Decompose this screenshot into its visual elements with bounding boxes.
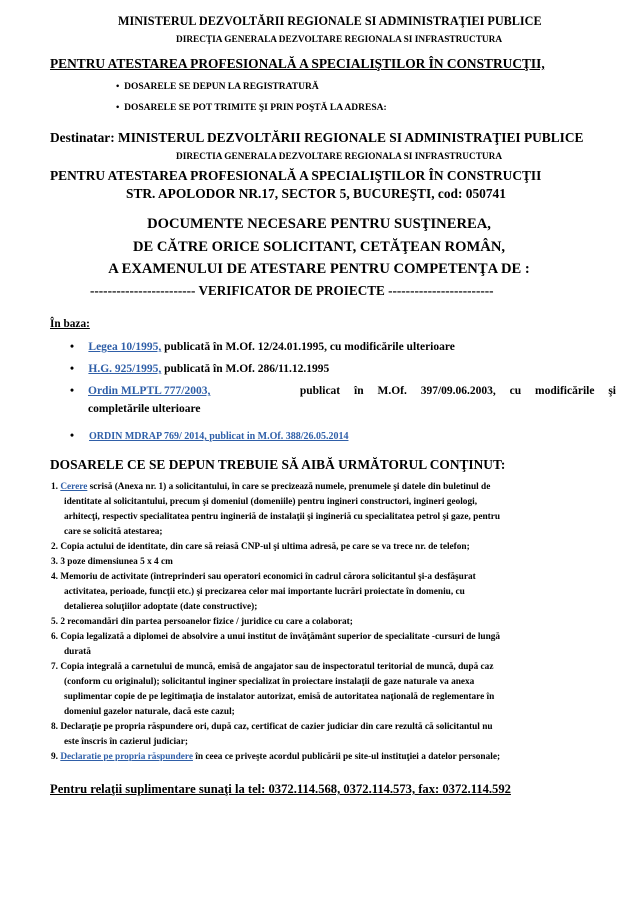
legal-link-ordin-mlptl[interactable]: Ordin MLPTL 777/2003,: [88, 385, 211, 397]
doc-title-line-1: DOCUMENTE NECESARE PENTRU SUSŢINEREA,: [147, 216, 491, 232]
legal-link-legea[interactable]: Legea 10/1995,: [88, 341, 162, 353]
doc-title-line-4: ------------------------ VERIFICATOR DE PROIECTE ------------------------: [90, 283, 494, 298]
legal-item-3-line-2: completările ulterioare: [88, 403, 201, 415]
document-item-5: 5. 2 recomandări din partea persoanelor fizice / juridice cu care a colaborat;: [51, 617, 353, 627]
document-item-1-line-3: arhitecţi, respectiv specialitatea pentru ingineriă de instalaţii şi ingineriă cu specialitatea petrol şi gaze, pentru: [64, 512, 501, 522]
bullet-icon: •: [70, 385, 75, 397]
document-item-7: 7. Copia integrală a carnetului de muncă, emisă de angajator sau de inspectoratul teritorial de muncă, după caz: [51, 662, 494, 672]
legal-item-2: • H.G. 925/1995, publicată în M.Of. 286/11.12.1995: [70, 363, 330, 375]
document-item-2: 2. Copia actului de identitate, din care să reiasă CNP-ul şi ultima adresă, pe care se va trece nr. de telefon;: [51, 542, 470, 552]
legal-item-3-text-a: publicat în M.Of. 397/09.06.2003, cu modificările şi: [299, 385, 616, 397]
legal-heading: În baza:: [50, 318, 90, 330]
bullet-icon: •: [70, 430, 75, 442]
doc-title-line-2: DE CĂTRE ORICE SOLICITANT, CETĂŢEAN ROMÂN,: [132, 239, 506, 255]
document-item-6-line-2: durată: [64, 647, 91, 657]
document-item-6: 6. Copia legalizată a diplomei de absolvire a unui institut de învăţământ superior de specialitate -cursuri de lungă: [51, 632, 501, 642]
document-item-1-line-2: identitate al solicitantului, precum şi domeniul (domeniile) pentru ingineri constructori, ingineri geologi,: [64, 497, 478, 507]
documents-heading: DOSARELE CE SE DEPUN TREBUIE SĂ AIBĂ URMĂTORUL CONŢINUT:: [50, 457, 506, 472]
legal-item-3: [70, 385, 74, 397]
recipient-line-2: DIRECTIA GENERALA DEZVOLTARE REGIONALA SI INFRASTRUCTURA: [176, 152, 503, 162]
direction-title: DIRECŢIA GENERALA DEZVOLTARE REGIONALA SI INFRASTRUCTURA: [176, 35, 503, 45]
document-item-1-line-4: care se solicită atestarea;: [64, 527, 163, 537]
header-bullet-2: • DOSARELE SE POT TRIMITE ŞI PRIN POŞTĂ LA ADRESA:: [116, 103, 387, 113]
legal-link-ordin-mdrap[interactable]: ORDIN MDRAP 769/ 2014, publicat in M.Of. 388/26.05.2014: [89, 431, 349, 442]
purpose-title: PENTRU ATESTAREA PROFESIONALĂ A SPECIALIŞTILOR ÎN CONSTRUCŢII,: [50, 56, 545, 71]
contact-info: Pentru relaţii suplimentare sunaţi la tel: 0372.114.568, 0372.114.573, fax: 0372.114.592: [50, 782, 511, 796]
recipient-line-1: Destinatar: MINISTERUL DEZVOLTĂRII REGIONALE SI ADMINISTRAŢIEI PUBLICE: [50, 130, 584, 145]
document-item-8-line-2: este înscris în cazierul judiciar;: [64, 737, 188, 747]
recipient-address: STR. APOLODOR NR.17, SECTOR 5, BUCUREŞTI, cod: 050741: [126, 186, 506, 201]
ministry-title: MINISTERUL DEZVOLTĂRII REGIONALE SI ADMINISTRAŢIEI PUBLICE: [118, 14, 542, 28]
document-item-1: 1. Cerere scrisă (Anexa nr. 1) a solicitantului, în care se precizează numele, prenumele şi datele din buletinul de: [51, 482, 491, 492]
document-item-7-line-3: suplimentar copie de pe legitimaţia de instalator autorizat, emisă de autoritatea naţională de reglementare în: [64, 692, 495, 702]
document-item-8: 8. Declaraţie pe propria răspundere ori, după caz, certificat de cazier judiciar din care rezultă că solicitantul nu: [51, 722, 493, 732]
document-item-4: 4. Memoriu de activitate (întreprinderi sau operatori economici în cadrul cărora solicitantul şi-a desfăşurat: [51, 572, 476, 582]
doc-title-line-3: A EXAMENULUI DE ATESTARE PENTRU COMPETENŢA DE :: [108, 261, 530, 277]
bullet-icon: •: [70, 341, 75, 353]
legal-link-hg[interactable]: H.G. 925/1995,: [88, 363, 162, 375]
header-bullet-1: • DOSARELE SE DEPUN LA REGISTRATURĂ: [116, 82, 319, 92]
recipient-line-3: PENTRU ATESTAREA PROFESIONALĂ A SPECIALIŞTILOR ÎN CONSTRUCŢII: [50, 168, 542, 183]
document-item-3: 3. 3 poze dimensiunea 5 x 4 cm: [51, 557, 173, 567]
document-item-9: 9. Declaratie pe propria răspundere în ceea ce priveşte acordul publicării pe site-ul instituţiei a datelor personale;: [51, 752, 501, 762]
legal-item-4: [70, 430, 348, 442]
document-item-7-line-2: (conform cu originalul); solicitantul inginer specializat în proiectare instalaţii de gaze naturale va anexa: [64, 677, 475, 687]
legal-item-1: • Legea 10/1995, publicată în M.Of. 12/24.01.1995, cu modificările ulterioare: [70, 341, 455, 353]
cerere-link[interactable]: Cerere: [60, 482, 88, 492]
bullet-icon: •: [70, 363, 75, 375]
document-item-7-line-4: domeniul gazelor naturale, dacă este cazul;: [64, 707, 235, 717]
declaratie-link[interactable]: Declaratie pe propria răspundere: [60, 752, 193, 762]
document-item-4-line-3: detalierea soluţiilor adoptate (date constructive);: [64, 602, 258, 612]
legal-item-3-line-1: [88, 385, 616, 397]
document-item-4-line-2: activitatea, perioade, funcţii etc.) şi precizarea celor mai importante lucrări proiectate în domeniu, cu: [64, 587, 465, 597]
